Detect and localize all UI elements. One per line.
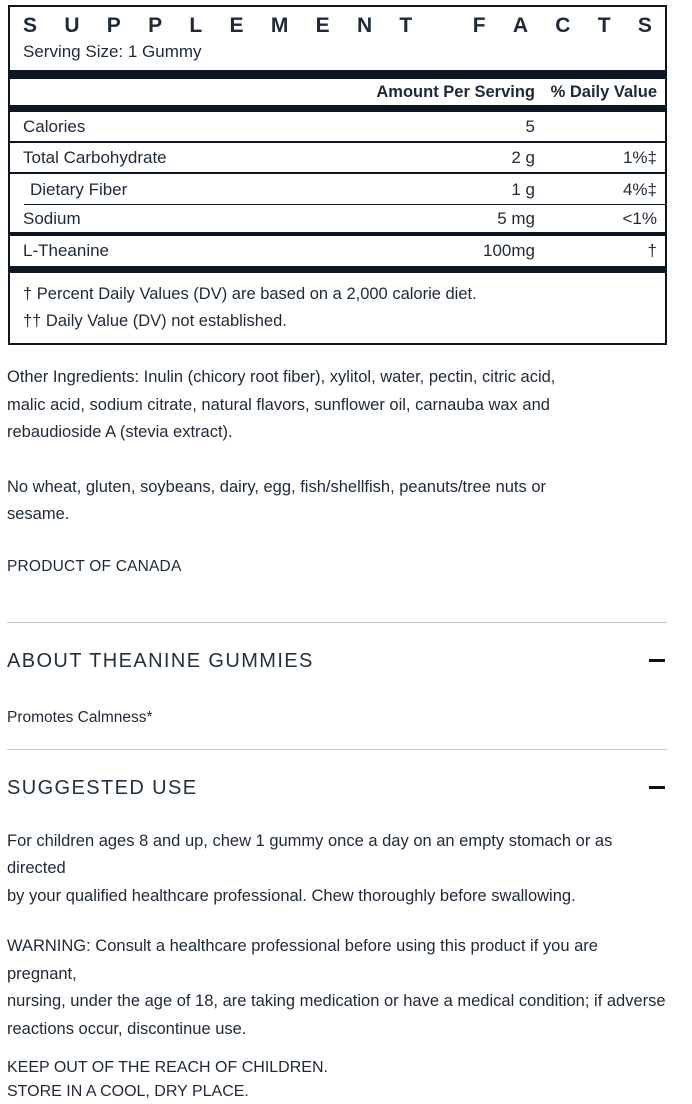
- nutrient-amount: 1 g: [511, 179, 535, 199]
- table-row-l-theanine: [10, 236, 665, 266]
- section-divider: [7, 622, 667, 623]
- accordion-about-theanine-gummies[interactable]: [7, 648, 667, 674]
- table-row-dietary-fiber: [10, 174, 665, 205]
- nutrient-name: Total Carbohydrate: [23, 147, 167, 167]
- daily-value-footnotes: † Percent Daily Values (DV) are based on a 2,000 calorie diet. †† Daily Value (DV) not established.: [23, 285, 477, 330]
- table-row-sodium: [10, 205, 665, 236]
- nutrient-name: Dietary Fiber: [30, 179, 128, 199]
- nutrient-dv: 1%‡: [622, 147, 657, 167]
- nutrient-dv: †: [647, 241, 657, 260]
- nutrient-amount: 5 mg: [497, 208, 535, 228]
- nutrient-amount: 2 g: [511, 147, 535, 167]
- other-ingredients-text: Other Ingredients: Inulin (chicory root fiber), xylitol, water, pectin, citric acid, malic acid, sodium citrate, natural flavors, sunflower oil, carnauba wax and rebaudioside A (stevia extract).: [7, 368, 556, 441]
- nutrient-amount: 5: [525, 116, 535, 136]
- section-divider: [7, 749, 667, 750]
- accordion-suggested-use[interactable]: [7, 775, 667, 801]
- section-title: SUGGESTED USE: [7, 776, 198, 799]
- country-of-origin: PRODUCT OF CANADA: [7, 557, 182, 575]
- nutrient-name: Calories: [23, 116, 86, 136]
- about-body-text: Promotes Calmness*: [7, 708, 153, 726]
- nutrient-dv: <1%: [622, 208, 657, 228]
- allergen-statement: No wheat, gluten, soybeans, dairy, egg, fish/shellfish, peanuts/tree nuts or sesame.: [7, 477, 547, 523]
- storage-instructions: KEEP OUT OF THE REACH OF CHILDREN. STORE IN A COOL, DRY PLACE.: [7, 1059, 328, 1100]
- amount-per-serving-header: Amount Per Serving: [376, 82, 535, 101]
- section-title: ABOUT THEANINE GUMMIES: [7, 649, 314, 672]
- nutrient-dv: 4%‡: [622, 179, 657, 199]
- daily-value-header: % Daily Value: [550, 82, 657, 101]
- table-row-total-carbohydrate: [10, 143, 665, 174]
- warning-text: WARNING: Consult a healthcare professional before using this product if you are pregnant, nursing, under the age of 18, are taking medication or have a medical condition; if adverse reactions occur, discontinue use.: [7, 937, 666, 1038]
- thick-rule: [10, 70, 665, 79]
- collapse-minus-icon[interactable]: [649, 659, 665, 662]
- supplement-facts-table: [8, 5, 667, 345]
- column-header-row: [10, 79, 665, 105]
- nutrient-amount: 100mg: [483, 241, 535, 260]
- collapse-minus-icon[interactable]: [649, 786, 665, 789]
- thick-rule: [10, 105, 665, 112]
- nutrient-name: L-Theanine: [23, 241, 110, 260]
- supplement-facts-header: [10, 7, 665, 70]
- thick-rule: [10, 266, 665, 273]
- table-row-calories: [10, 112, 665, 143]
- supplement-facts-title: S U P P L E M E N T F A C T S: [23, 14, 652, 37]
- serving-size: Serving Size: 1 Gummy: [23, 42, 202, 61]
- nutrient-name: Sodium: [23, 208, 81, 228]
- directions-text: For children ages 8 and up, chew 1 gummy once a day on an empty stomach or as directed by your qualified healthcare professional. Chew thoroughly before swallowing.: [7, 831, 613, 905]
